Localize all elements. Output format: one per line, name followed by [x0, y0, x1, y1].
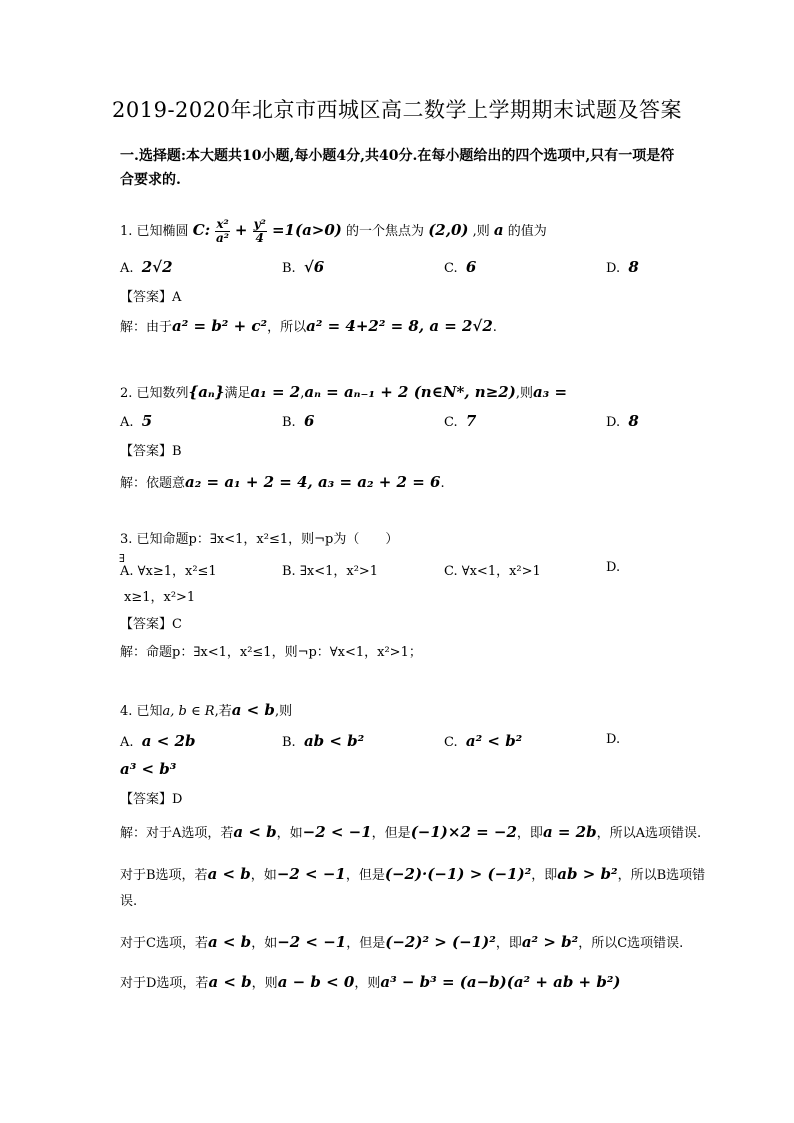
q1-plus: + [234, 221, 248, 239]
question-2-stem: 2. 已知数列{aₙ}满足a₁ = 2,aₙ = aₙ₋₁ + 2 (n∈N*, n≥2),则a₃ = [120, 383, 568, 401]
q1-option-c: C. 6 [444, 258, 477, 276]
q3-stray-symbol: ∃ [119, 552, 125, 565]
q1-prefix: 1. 已知椭圆 [120, 224, 189, 239]
q1-option-a: A. 2√2 [120, 258, 173, 276]
q4-option-b: B. ab < b² [282, 732, 365, 750]
q4-answer: 【答案】D [120, 792, 183, 807]
q4-solution-d: 对于D选项，若a < b，则a − b < 0，则a³ − b³ = (a−b)(a² + ab + b²) [120, 973, 621, 991]
q1-mid-text: 的一个焦点为 [346, 224, 425, 239]
q4-solution-c: 对于C选项，若a < b，如−2 < −1，但是(−2)² > (−1)²，即a² > b²，所以C选项错误. [120, 933, 684, 951]
question-1-stem [120, 210, 547, 252]
q1-answer: 【答案】A [120, 290, 182, 305]
question-3-stem: 3. 已知命题p：∃x<1，x²≤1，则¬p为（ ） [120, 532, 399, 547]
q4-option-d-value: a³ < b³ [120, 760, 177, 778]
q3-option-d: D. [606, 560, 621, 575]
q3-option-a: A. ∀x≥1，x²≤1 [120, 564, 217, 579]
q1-condition: =1(a>0) [271, 221, 342, 239]
q2-option-c: C. 7 [444, 412, 477, 430]
q1-tail-text: ,则 [472, 224, 490, 239]
q3-option-c: C. ∀x<1，x²>1 [444, 564, 541, 579]
q4-option-c: C. a² < b² [444, 732, 523, 750]
q3-option-b: B. ∃x<1，x²>1 [282, 564, 379, 579]
q2-solution: 解：依题意a₂ = a₁ + 2 = 4, a₃ = a₂ + 2 = 6. [120, 473, 445, 491]
q1-fraction-x: $\frac{\text{x²}}{\text{a²}}$ [216, 217, 230, 245]
q3-option-d-value: x≥1，x²>1 [124, 590, 196, 605]
q1-var-a: a [493, 221, 504, 239]
q2-option-a: A. 5 [120, 412, 153, 430]
q4-option-d: D. [606, 732, 621, 747]
q1-solution: 解：由于a² = b² + c²，所以a² = 4+2² = 8, a = 2√2. [120, 317, 497, 335]
q1-option-d: D. 8 [606, 258, 639, 276]
section-heading: 一.选择题:本大题共10小题,每小题4分,共40分.在每小题给出的四个选项中,只有一项是符合要求的. [120, 148, 675, 188]
q2-option-d: D. 8 [606, 412, 639, 430]
q4-option-a: A. a < 2b [120, 732, 196, 750]
q3-answer: 【答案】C [120, 617, 182, 632]
q1-ellipse-label: C: [192, 221, 211, 239]
q4-solution-b: 对于B选项，若a < b，如−2 < −1，但是(−2)·(−1) > (−1)²，即ab > b²，所以B选项错 [120, 865, 706, 883]
q1-fraction-y: $\frac{\text{y²}}{4}$ [253, 217, 266, 245]
question-4-stem: 4. 已知a, b ∈ R,若a < b,则 [120, 701, 293, 719]
q1-option-b: B. √6 [282, 258, 325, 276]
q1-tail-text-2: 的值为 [507, 224, 547, 239]
document-title: 2019-2020年北京市西城区高二数学上学期期末试题及答案 [112, 98, 682, 122]
q2-option-b: B. 6 [282, 412, 315, 430]
q4-solution-b-cont: 误. [120, 894, 138, 909]
q4-solution-a: 解：对于A选项，若a < b，如−2 < −1，但是(−1)×2 = −2，即a = 2b，所以A选项错误. [120, 823, 702, 841]
q1-focus-point: (2,0) [428, 221, 469, 239]
q2-answer: 【答案】B [120, 444, 182, 459]
q3-solution: 解：命题p：∃x<1，x²≤1，则¬p：∀x<1，x²>1； [120, 645, 422, 660]
